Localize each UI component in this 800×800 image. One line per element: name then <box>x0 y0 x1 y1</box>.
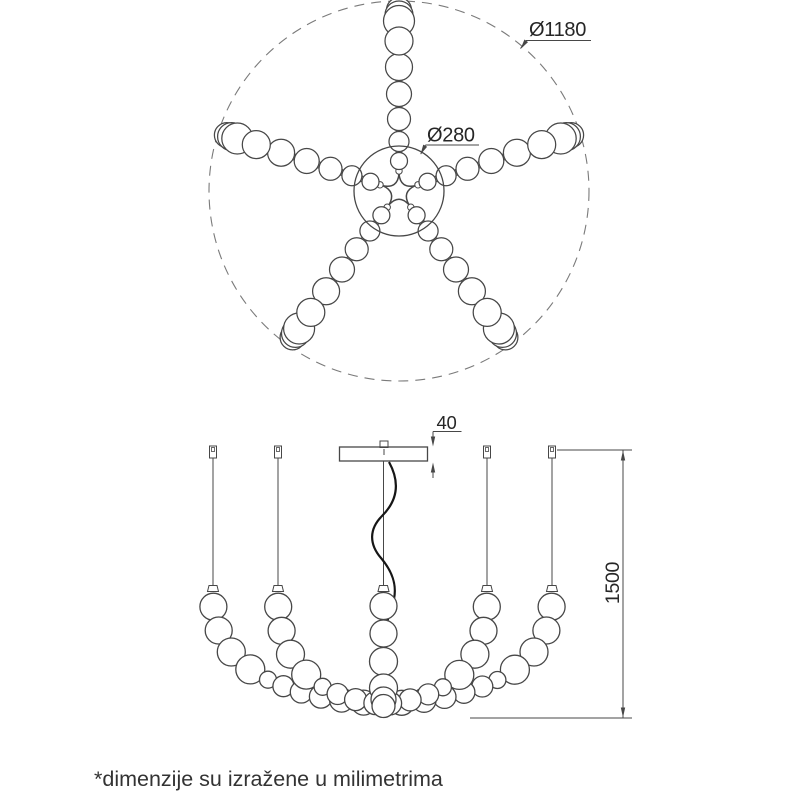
arm-bead <box>391 153 408 170</box>
canopy-height-dimension <box>433 412 462 478</box>
arm-bead <box>242 131 270 159</box>
strand-bead <box>538 593 565 620</box>
strand-top-cap <box>208 586 219 592</box>
arm-bead <box>268 139 295 166</box>
arm-bead <box>387 82 412 107</box>
hub-diameter-label: Ø280 <box>427 124 475 147</box>
dimension-arrowhead <box>431 463 435 473</box>
arm-bead <box>419 173 436 190</box>
arm-bead <box>503 139 530 166</box>
arm-bead <box>388 108 411 131</box>
arm-bead <box>360 221 380 241</box>
bead-arm <box>280 204 390 350</box>
arm-bead <box>342 166 362 186</box>
arm-bead <box>456 157 479 180</box>
center-star-hub <box>383 174 415 205</box>
outer-diameter-dimension <box>521 19 592 49</box>
strand-bead <box>265 593 292 620</box>
arm-bead <box>294 149 319 174</box>
outer-diameter-label: Ø1180 <box>529 19 587 41</box>
arm-bead <box>418 221 438 241</box>
strand-bead <box>372 695 395 718</box>
arm-bead <box>297 298 325 326</box>
strand-bead <box>370 620 397 647</box>
top-view <box>209 0 591 381</box>
units-footnote: *dimenzije su izražene u milimetrima <box>94 767 443 791</box>
hub-diameter-dimension <box>421 125 479 155</box>
arm-bead <box>408 207 425 224</box>
arm-bead <box>385 27 413 55</box>
arm-bead <box>319 157 342 180</box>
strand-bead <box>345 689 367 711</box>
strand-bead <box>370 648 398 676</box>
arm-bead <box>479 149 504 174</box>
arm-bead <box>386 54 413 81</box>
arm-bead <box>473 298 501 326</box>
strand-bead <box>200 593 227 620</box>
bead-arm <box>384 0 415 174</box>
bead-arm <box>214 123 383 191</box>
strand-top-cap <box>547 586 558 592</box>
arm-bead <box>528 131 556 159</box>
arm-bead <box>330 257 355 282</box>
strand-top-cap <box>273 586 284 592</box>
bead-arm <box>408 204 518 350</box>
arm-bead <box>444 257 469 282</box>
bead-strands-side-view <box>200 586 565 718</box>
arm-bead <box>430 238 453 261</box>
strand-bead <box>399 689 421 711</box>
dimension-arrowhead <box>621 708 625 718</box>
dimension-arrowhead <box>431 437 435 447</box>
strand-top-cap <box>482 586 493 592</box>
strand-top-cap <box>378 586 389 592</box>
arm-bead <box>436 166 456 186</box>
arm-bead <box>389 132 409 152</box>
center-bead-strand <box>370 586 398 718</box>
strand-bead <box>473 593 500 620</box>
suspension-height-label: 1500 <box>602 561 624 605</box>
arm-bead <box>362 173 379 190</box>
arm-bead <box>345 238 368 261</box>
canopy-height-label: 40 <box>436 412 457 433</box>
strand-bead <box>370 593 397 620</box>
dimension-arrowhead <box>621 451 625 461</box>
arm-bead <box>373 207 390 224</box>
